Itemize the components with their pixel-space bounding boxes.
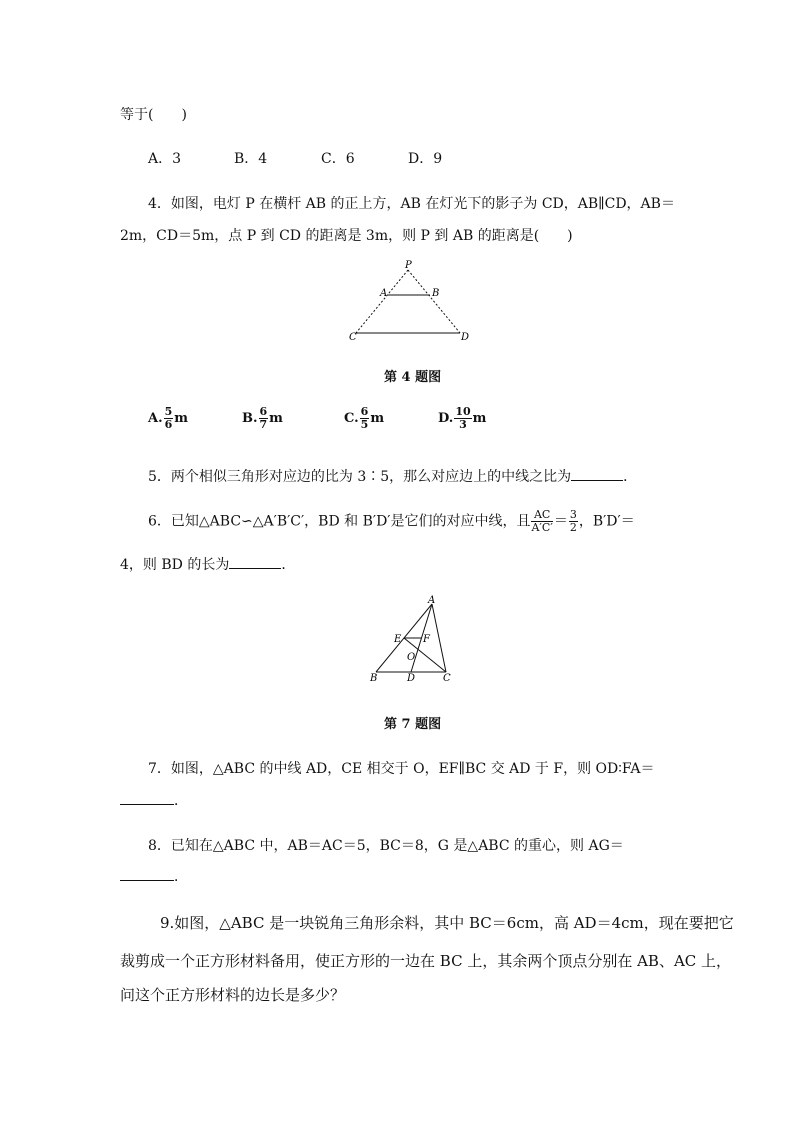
q7-caption: 第 7 题图 — [384, 717, 442, 732]
q6-line2 — [120, 554, 295, 574]
q4-choice-d: D. $\frac{10}{3}$ m — [438, 405, 487, 431]
q4-line1: 4．如图，电灯 P 在横杆 AB 的正上方，AB 在灯光下的影子为 CD，AB∥CD，AB＝ — [148, 196, 675, 212]
q9-line1: 9.如图，△ABC 是一块锐角三角形余料，其中 BC＝6cm，高 AD＝4cm，现在要把它 — [160, 914, 734, 932]
q4-label-d: D — [461, 332, 470, 343]
q3-choice-d: D．9 — [408, 151, 443, 167]
q8-end: ． — [174, 869, 188, 885]
q4-line2: 2m，CD＝5m，点 P 到 CD 的距离是 3m，则 P 到 AB 的距离是( ) — [120, 228, 573, 244]
q5-end: ． — [623, 469, 638, 485]
q4-choices — [148, 406, 486, 431]
q7-label-c: C — [443, 673, 451, 684]
q4-label-c: C — [349, 332, 357, 343]
q6-text-c: 4，则 BD 的长为 — [120, 557, 230, 573]
q5-line — [148, 466, 637, 486]
q4-label-b: B — [432, 288, 440, 299]
q7-label-o: O — [407, 652, 416, 663]
q7-line1: 7．如图，△ABC 的中线 AD，CE 相交于 O，EF∥BC 交 AD 于 F，则 OD∶FA＝ — [148, 761, 655, 777]
q8-line2 — [120, 866, 188, 886]
q8-line1: 8．已知在△ABC 中，AB＝AC＝5，BC＝8，G 是△ABC 的重心，则 AG＝ — [148, 838, 624, 854]
q8-blank — [120, 868, 174, 881]
q6-equals: ＝ — [553, 513, 568, 530]
q9-line3: 问这个正方形材料的边长是多少？ — [120, 986, 346, 1004]
q7-label-f: F — [423, 634, 430, 645]
q7-end: ． — [174, 793, 188, 809]
q5-text: 5．两个相似三角形对应边的比为 3∶5，那么对应边上的中线之比为 — [148, 469, 572, 485]
q7-line2 — [120, 790, 188, 810]
q4-choice-b: B. $\frac{6}{7}$ m — [242, 405, 283, 431]
q7-label-d: D — [407, 673, 416, 684]
q5-blank — [571, 468, 623, 481]
q6-line1 — [148, 509, 635, 534]
q4-choice-a: A. $\frac{5}{6}$ m — [148, 405, 189, 431]
q6-blank — [229, 556, 281, 569]
q3-choice-c: C．6 — [321, 151, 355, 167]
q4-choice-c: C. $\frac{6}{5}$ m — [344, 405, 385, 431]
q7-label-a: A — [428, 595, 436, 606]
q6-fraction-ac: $\frac{AC}{A'C'}$ — [531, 508, 553, 534]
q7-figure — [362, 592, 462, 684]
q3-tail: 等于( ) — [120, 107, 187, 123]
q7-blank — [120, 792, 174, 805]
q6-end: ． — [281, 557, 296, 573]
q4-label-a: A — [380, 288, 388, 299]
q7-label-e: E — [394, 634, 402, 645]
q3-choice-b: B．4 — [234, 151, 268, 167]
q6-text-a: 6．已知△ABC∽△A′B′C′，BD 和 B′D′是它们的对应中线，且 — [148, 513, 531, 530]
q6-fraction-ratio: $\frac{3}{2}$ — [569, 508, 577, 534]
q6-text-b: ，B′D′＝ — [578, 513, 635, 530]
q7-label-b: B — [370, 673, 378, 684]
q4-figure — [340, 258, 480, 348]
q4-label-p: P — [405, 260, 412, 271]
q9-line2: 裁剪成一个正方形材料备用，使正方形的一边在 BC 上，其余两个顶点分别在 AB、AC 上， — [120, 952, 732, 970]
q3-choice-a: A．3 — [148, 151, 182, 167]
q4-caption: 第 4 题图 — [384, 370, 442, 385]
q3-choices — [148, 148, 442, 168]
